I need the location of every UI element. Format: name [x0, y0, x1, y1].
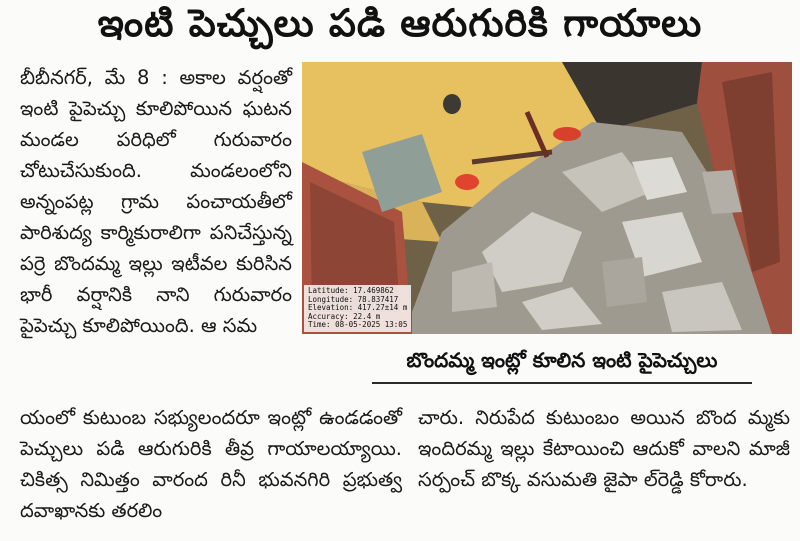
article-column-bottom-left: [20, 402, 402, 526]
geo-time: Time: 08-05-2025 13:05: [308, 320, 408, 330]
article-paragraph: [20, 62, 292, 341]
article-text: చారు. నిరుపేద కుటుంబం అయిన బొంద మ్మకు ఇందిరమ్మ ఇల్లు కేటాయించి ఆదుకో వాలని మాజీ సర్పంచ్ బొక్క వసుమతి జైపా ల్‌రెడ్డి కోరారు.: [418, 406, 790, 491]
article-text: అకాల వర్షంతో ఇంటి పైపెచ్చు కూలిపోయిన ఘటన మండల పరిధిలో గురువారం చోటుచేసుకుంది. మండలంలోని అన్నంపట్ల గ్రామ పంచాయతీలో పారిశుద్య కార్మికురాలిగా పనిచేస్తున్న పర్రె బొందమ్మ ఇల్లు ఇటీవల కురిసిన భారీ వర్షానికి నాని గురువారం పైపెచ్చు కూలిపోయింది. ఆ సమ: [20, 66, 292, 337]
geo-elevation: Elevation: 417.27±14 m: [308, 303, 408, 313]
photo-caption: బొందమ్మ ఇంట్లో కూలిన ఇంటి పైపెచ్చులు: [372, 342, 752, 384]
geo-latitude: Latitude: 17.469862: [308, 286, 394, 296]
geo-accuracy: Accuracy: 22.4 m: [308, 311, 381, 321]
news-photo: [302, 62, 792, 334]
article-column-left: [20, 62, 292, 341]
geo-longitude: Longitude: 78.837417: [308, 294, 399, 304]
article-column-right: [418, 402, 790, 495]
article-text: యంలో కుటుంబ సభ్యులందరూ ఇంట్లో ఉండడంతో పెచ్చులు పడి ఆరుగురికి తీవ్ర గాయాలయ్యాయి. చికిత్స నిమిత్తం వారంద రినీ భువనగిరి ప్రభుత్వ దవాఖానకు తరలిం: [20, 406, 402, 522]
dateline: బీబీనగర్, మే 8 :: [20, 66, 168, 89]
geo-tag-overlay: [304, 285, 411, 332]
headline: ఇంటి పెచ్చులు పడి ఆరుగురికి గాయాలు: [97, 1, 703, 45]
